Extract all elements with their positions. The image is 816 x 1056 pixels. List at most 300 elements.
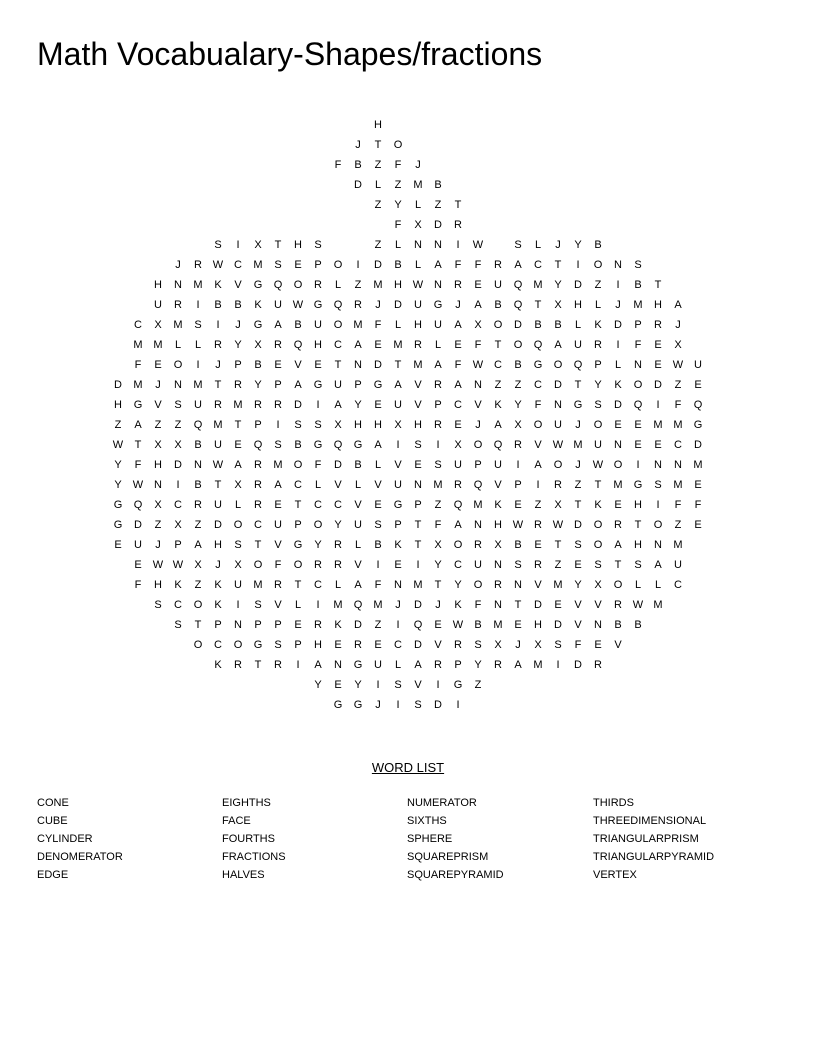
grid-letter: P: [234, 359, 242, 371]
grid-letter: F: [134, 579, 142, 591]
grid-letter: E: [514, 619, 522, 631]
grid-letter: L: [314, 479, 322, 491]
grid-letter: O: [593, 259, 603, 271]
grid-letter: A: [454, 319, 462, 331]
grid-letter: N: [434, 279, 442, 291]
grid-letter: M: [633, 299, 643, 311]
grid-letter: V: [534, 579, 542, 591]
grid-letter: E: [294, 619, 302, 631]
grid-letter: S: [414, 439, 422, 451]
grid-letter: T: [654, 279, 662, 291]
grid-row: [108, 515, 708, 535]
grid-letter: W: [552, 439, 564, 451]
grid-letter: I: [516, 459, 520, 471]
word-list-item: EDGE: [37, 869, 69, 881]
grid-letter: R: [234, 379, 242, 391]
grid-letter: E: [374, 499, 382, 511]
word-list-item: EIGHTHS: [222, 797, 271, 809]
grid-letter: D: [574, 659, 582, 671]
grid-letter: K: [174, 579, 182, 591]
grid-letter: S: [254, 599, 262, 611]
grid-letter: M: [133, 339, 143, 351]
word-list-item: CYLINDER: [37, 833, 93, 845]
grid-letter: J: [615, 299, 621, 311]
grid-letter: N: [174, 379, 182, 391]
grid-letter: L: [614, 359, 622, 371]
word-list-item: THREEDIMENSIONAL: [593, 815, 707, 827]
grid-letter: H: [154, 279, 162, 291]
grid-letter: D: [514, 319, 522, 331]
grid-letter: Q: [633, 399, 643, 411]
grid-letter: D: [534, 599, 542, 611]
grid-letter: V: [594, 599, 602, 611]
grid-letter: B: [594, 239, 602, 251]
grid-letter: M: [253, 579, 263, 591]
grid-letter: T: [254, 539, 262, 551]
grid-letter: H: [534, 619, 542, 631]
word-list-title: WORD LIST: [371, 760, 445, 775]
grid-letter: T: [194, 619, 202, 631]
grid-letter: T: [374, 139, 382, 151]
grid-letter: I: [236, 599, 240, 611]
grid-letter: R: [174, 299, 182, 311]
grid-letter: Z: [154, 519, 162, 531]
grid-letter: I: [396, 699, 400, 711]
grid-letter: S: [314, 419, 322, 431]
grid-letter: Z: [194, 519, 202, 531]
grid-letter: X: [414, 219, 422, 231]
grid-letter: L: [234, 499, 242, 511]
grid-letter: K: [494, 499, 502, 511]
grid-letter: N: [414, 479, 422, 491]
grid-letter: H: [314, 639, 322, 651]
grid-letter: N: [334, 659, 342, 671]
grid-letter: G: [573, 399, 583, 411]
grid-letter: F: [374, 319, 382, 331]
grid-letter: L: [394, 319, 402, 331]
word-list-item: NUMERATOR: [407, 797, 477, 809]
word-list-item: FRACTIONS: [222, 851, 286, 863]
grid-letter: M: [413, 579, 423, 591]
grid-letter: R: [254, 459, 262, 471]
word-list-item: HALVES: [222, 869, 265, 881]
grid-letter: L: [394, 239, 402, 251]
word-list-item: CUBE: [37, 815, 68, 827]
grid-letter: E: [334, 679, 342, 691]
grid-letter: S: [374, 519, 382, 531]
grid-letter: U: [274, 519, 282, 531]
grid-letter: Y: [394, 199, 402, 211]
grid-letter: H: [154, 579, 162, 591]
grid-row: [108, 255, 708, 275]
grid-letter: J: [215, 559, 221, 571]
grid-letter: E: [534, 539, 542, 551]
grid-letter: Y: [554, 279, 562, 291]
grid-letter: I: [396, 619, 400, 631]
grid-letter: G: [253, 639, 263, 651]
grid-letter: U: [434, 319, 442, 331]
grid-letter: P: [434, 399, 442, 411]
grid-letter: J: [355, 139, 361, 151]
grid-letter: O: [313, 519, 323, 531]
grid-letter: P: [174, 539, 182, 551]
grid-letter: K: [334, 619, 342, 631]
grid-letter: N: [234, 619, 242, 631]
grid-letter: T: [554, 539, 562, 551]
word-list-item: CONE: [37, 797, 69, 809]
grid-letter: Z: [354, 279, 362, 291]
grid-letter: W: [112, 439, 124, 451]
grid-letter: J: [435, 599, 441, 611]
grid-letter: E: [694, 379, 702, 391]
grid-letter: Q: [293, 339, 303, 351]
grid-letter: T: [634, 519, 642, 531]
grid-letter: U: [474, 559, 482, 571]
grid-letter: N: [194, 459, 202, 471]
grid-letter: K: [214, 659, 222, 671]
grid-letter: V: [354, 559, 362, 571]
grid-letter: U: [194, 399, 202, 411]
grid-letter: M: [193, 279, 203, 291]
grid-letter: T: [274, 239, 282, 251]
grid-letter: H: [354, 419, 362, 431]
grid-letter: X: [494, 539, 502, 551]
grid-letter: U: [454, 459, 462, 471]
grid-letter: E: [274, 499, 282, 511]
grid-letter: I: [176, 479, 180, 491]
grid-letter: M: [673, 419, 683, 431]
grid-letter: S: [654, 479, 662, 491]
grid-letter: D: [354, 619, 362, 631]
grid-letter: Z: [434, 199, 442, 211]
grid-letter: E: [694, 519, 702, 531]
grid-letter: X: [174, 519, 182, 531]
grid-letter: C: [674, 579, 682, 591]
grid-letter: A: [414, 659, 422, 671]
grid-letter: R: [234, 659, 242, 671]
grid-letter: B: [234, 299, 242, 311]
grid-letter: I: [296, 659, 300, 671]
grid-letter: S: [574, 539, 582, 551]
grid-letter: Z: [154, 419, 162, 431]
grid-letter: V: [394, 459, 402, 471]
grid-letter: H: [414, 419, 422, 431]
grid-letter: E: [414, 459, 422, 471]
grid-letter: A: [614, 539, 622, 551]
grid-letter: X: [154, 499, 162, 511]
grid-letter: Z: [554, 559, 562, 571]
grid-letter: F: [394, 219, 402, 231]
grid-letter: H: [394, 279, 402, 291]
grid-letter: D: [434, 699, 442, 711]
grid-row: [108, 695, 708, 715]
grid-row: [108, 355, 708, 375]
grid-letter: M: [213, 419, 223, 431]
grid-letter: S: [274, 639, 282, 651]
grid-letter: V: [614, 639, 622, 651]
grid-letter: S: [394, 679, 402, 691]
grid-letter: R: [214, 399, 222, 411]
grid-letter: S: [174, 619, 182, 631]
grid-letter: S: [274, 439, 282, 451]
grid-letter: S: [314, 239, 322, 251]
grid-letter: I: [456, 239, 460, 251]
grid-letter: R: [434, 659, 442, 671]
grid-letter: G: [373, 379, 383, 391]
grid-letter: M: [433, 479, 443, 491]
grid-letter: M: [173, 319, 183, 331]
grid-letter: M: [493, 619, 503, 631]
grid-letter: T: [414, 519, 422, 531]
grid-letter: T: [234, 419, 242, 431]
grid-letter: V: [294, 359, 302, 371]
grid-letter: E: [694, 479, 702, 491]
grid-letter: Y: [434, 559, 442, 571]
grid-letter: A: [354, 339, 362, 351]
grid-row: [108, 235, 708, 255]
grid-letter: T: [254, 659, 262, 671]
grid-letter: A: [294, 379, 302, 391]
grid-letter: R: [534, 559, 542, 571]
grid-letter: Z: [674, 519, 682, 531]
grid-letter: I: [236, 239, 240, 251]
grid-letter: P: [594, 359, 602, 371]
grid-letter: Z: [574, 479, 582, 491]
word-list-item: THIRDS: [593, 797, 634, 809]
grid-letter: R: [454, 279, 462, 291]
grid-row: [108, 495, 708, 515]
grid-letter: H: [414, 319, 422, 331]
grid-letter: U: [494, 279, 502, 291]
grid-letter: A: [434, 359, 442, 371]
grid-letter: A: [514, 259, 522, 271]
grid-letter: W: [132, 479, 144, 491]
grid-letter: Y: [334, 519, 342, 531]
grid-letter: M: [393, 339, 403, 351]
grid-letter: J: [155, 379, 161, 391]
grid-letter: M: [613, 479, 623, 491]
grid-letter: T: [394, 359, 402, 371]
grid-letter: D: [414, 639, 422, 651]
grid-letter: D: [574, 279, 582, 291]
grid-letter: A: [454, 379, 462, 391]
grid-letter: M: [253, 259, 263, 271]
grid-letter: G: [353, 659, 363, 671]
grid-letter: U: [414, 299, 422, 311]
grid-letter: Z: [374, 619, 382, 631]
grid-letter: X: [234, 479, 242, 491]
grid-letter: O: [233, 519, 243, 531]
grid-letter: U: [554, 419, 562, 431]
grid-letter: L: [394, 659, 402, 671]
grid-letter: V: [274, 539, 282, 551]
grid-letter: G: [313, 299, 323, 311]
grid-letter: W: [472, 239, 484, 251]
grid-letter: B: [294, 439, 302, 451]
grid-letter: R: [514, 439, 522, 451]
grid-letter: T: [614, 559, 622, 571]
grid-letter: Z: [434, 499, 442, 511]
grid-letter: N: [474, 519, 482, 531]
grid-letter: E: [454, 419, 462, 431]
grid-letter: N: [654, 539, 662, 551]
word-list-item: SIXTHS: [407, 815, 447, 827]
grid-letter: S: [194, 319, 202, 331]
grid-letter: R: [614, 599, 622, 611]
grid-letter: O: [473, 439, 483, 451]
grid-letter: D: [654, 379, 662, 391]
grid-row: [108, 295, 708, 315]
grid-letter: E: [634, 419, 642, 431]
grid-letter: V: [274, 599, 282, 611]
grid-letter: H: [634, 499, 642, 511]
grid-letter: M: [353, 319, 363, 331]
grid-letter: N: [594, 619, 602, 631]
grid-letter: V: [354, 499, 362, 511]
grid-letter: L: [334, 279, 342, 291]
grid-row: [108, 135, 708, 155]
grid-letter: O: [193, 639, 203, 651]
grid-letter: F: [434, 519, 442, 531]
grid-letter: K: [594, 499, 602, 511]
grid-letter: J: [215, 359, 221, 371]
grid-letter: A: [234, 459, 242, 471]
grid-letter: D: [114, 379, 122, 391]
grid-letter: Q: [573, 359, 583, 371]
grid-letter: I: [456, 699, 460, 711]
grid-row: [108, 555, 708, 575]
grid-letter: X: [674, 339, 682, 351]
grid-letter: H: [634, 539, 642, 551]
grid-letter: R: [434, 419, 442, 431]
grid-letter: I: [356, 259, 360, 271]
grid-letter: Y: [514, 399, 522, 411]
grid-letter: D: [554, 619, 562, 631]
grid-row: [108, 195, 708, 215]
grid-letter: L: [354, 479, 362, 491]
grid-letter: Q: [513, 279, 523, 291]
grid-letter: P: [254, 619, 262, 631]
grid-letter: I: [376, 679, 380, 691]
grid-letter: W: [592, 459, 604, 471]
grid-letter: D: [214, 519, 222, 531]
grid-letter: L: [574, 319, 582, 331]
grid-letter: J: [155, 539, 161, 551]
grid-letter: T: [134, 439, 142, 451]
grid-letter: R: [434, 379, 442, 391]
grid-letter: U: [274, 299, 282, 311]
grid-letter: N: [394, 579, 402, 591]
grid-letter: V: [414, 399, 422, 411]
grid-letter: J: [375, 699, 381, 711]
grid-letter: W: [152, 559, 164, 571]
grid-letter: W: [292, 299, 304, 311]
grid-letter: G: [333, 699, 343, 711]
grid-letter: P: [454, 659, 462, 671]
grid-letter: C: [394, 639, 402, 651]
grid-letter: I: [376, 559, 380, 571]
grid-row: [108, 655, 708, 675]
grid-letter: E: [114, 539, 122, 551]
grid-letter: Q: [133, 499, 143, 511]
grid-letter: E: [274, 359, 282, 371]
grid-letter: G: [113, 499, 123, 511]
grid-letter: E: [654, 339, 662, 351]
grid-row: [108, 335, 708, 355]
grid-letter: J: [395, 599, 401, 611]
grid-letter: F: [694, 499, 702, 511]
grid-row: [108, 635, 708, 655]
grid-letter: I: [316, 399, 320, 411]
grid-letter: O: [613, 579, 623, 591]
grid-row: [108, 175, 708, 195]
grid-letter: E: [434, 619, 442, 631]
grid-letter: Z: [474, 679, 482, 691]
grid-letter: H: [154, 459, 162, 471]
grid-letter: T: [594, 479, 602, 491]
grid-letter: N: [494, 559, 502, 571]
grid-letter: R: [334, 559, 342, 571]
grid-letter: L: [634, 579, 642, 591]
grid-letter: Q: [513, 299, 523, 311]
grid-letter: I: [196, 359, 200, 371]
grid-letter: I: [576, 259, 580, 271]
grid-letter: O: [613, 459, 623, 471]
grid-letter: C: [674, 439, 682, 451]
grid-letter: Z: [374, 239, 382, 251]
word-list-column-3: [407, 794, 504, 884]
grid-letter: R: [494, 659, 502, 671]
grid-letter: O: [453, 539, 463, 551]
grid-letter: R: [534, 519, 542, 531]
grid-letter: Q: [353, 599, 363, 611]
grid-letter: A: [534, 459, 542, 471]
grid-letter: L: [374, 459, 382, 471]
grid-letter: I: [216, 319, 220, 331]
word-list-item: DENOMERATOR: [37, 851, 123, 863]
grid-letter: X: [454, 439, 462, 451]
grid-letter: A: [354, 579, 362, 591]
grid-letter: I: [436, 679, 440, 691]
grid-letter: A: [654, 559, 662, 571]
grid-letter: O: [173, 359, 183, 371]
grid-letter: E: [574, 559, 582, 571]
grid-letter: R: [214, 339, 222, 351]
grid-letter: F: [454, 359, 462, 371]
grid-letter: V: [574, 619, 582, 631]
grid-letter: E: [374, 399, 382, 411]
grid-letter: O: [633, 379, 643, 391]
grid-letter: A: [394, 379, 402, 391]
grid-letter: M: [273, 459, 283, 471]
grid-letter: M: [413, 179, 423, 191]
grid-letter: V: [474, 399, 482, 411]
grid-letter: U: [314, 319, 322, 331]
grid-letter: I: [196, 299, 200, 311]
grid-letter: I: [556, 659, 560, 671]
grid-letter: I: [416, 559, 420, 571]
grid-letter: R: [274, 579, 282, 591]
grid-letter: N: [474, 379, 482, 391]
grid-letter: V: [494, 479, 502, 491]
grid-letter: D: [574, 519, 582, 531]
grid-letter: D: [374, 259, 382, 271]
grid-letter: C: [534, 379, 542, 391]
grid-letter: H: [374, 419, 382, 431]
grid-letter: O: [393, 139, 403, 151]
grid-letter: P: [474, 459, 482, 471]
grid-letter: U: [594, 439, 602, 451]
